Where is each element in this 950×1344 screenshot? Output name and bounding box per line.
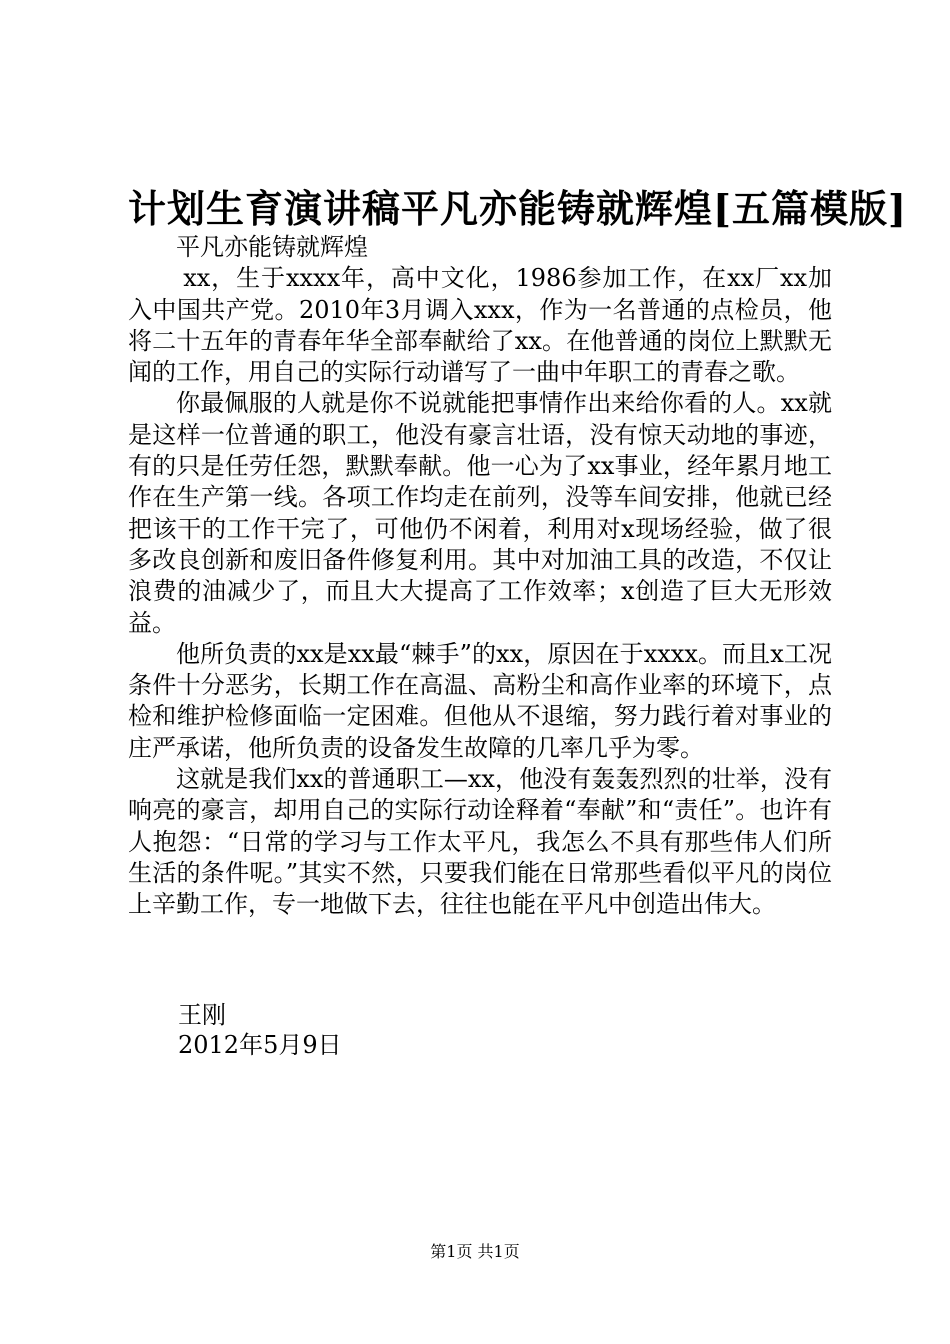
document-title: 计划生育演讲稿平凡亦能铸就辉煌[五篇模版] — [128, 186, 907, 231]
document-date: 2012年5月9日 — [178, 1031, 342, 1059]
author-name: 王刚 — [178, 1001, 226, 1029]
document-body — [128, 232, 832, 921]
paragraph-3: 他所负责的xx是xx最“棘手”的xx，原因在于xxxx。而且x工况条件十分恶劣，长期工作在高温、高粉尘和高作业率的环境下，点检和维护检修面临一定困难。但他从不退缩，努力践行着对事业的庄严承诺，他所负责的设备发生故障的几率几乎为零。 — [128, 639, 832, 762]
paragraph-1: xx，生于xxxx年，高中文化，1986参加工作，在xx厂xx加入中国共产党。2010年3月调入xxx，作为一名普通的点检员，他将二十五年的青春年华全部奉献给了xx。在他普通的岗位上默默无闻的工作，用自己的实际行动谱写了一曲中年职工的青春之歌。 — [128, 264, 832, 387]
page-number: 第1页 共1页 — [430, 1242, 520, 1261]
paragraph-4: 这就是我们xx的普通职工—xx，他没有轰轰烈烈的壮举，没有响亮的豪言，却用自己的实际行动诠释着“奉献”和“责任”。也许有人抱怨：“日常的学习与工作太平凡，我怎么不具有那些伟人们所生活的条件呢。”其实不然，只要我们能在日常那些看似平凡的岗位上辛勤工作，专一地做下去，往往也能在平凡中创造出伟大。 — [128, 765, 832, 919]
paragraph-2: 你最佩服的人就是你不说就能把事情作出来给你看的人。xx就是这样一位普通的职工，他没有豪言壮语，没有惊天动地的事迹，有的只是任劳任怨，默默奉献。他一心为了xx事业，经年累月地工作在生产第一线。各项工作均走在前列，没等车间安排，他就已经把该干的工作干完了，可他仍不闲着，利用对x现场经验，做了很多改良创新和废旧备件修复利用。其中对加油工具的改造，不仅让浪费的油减少了，而且大大提高了工作效率；x创造了巨大无形效益。 — [128, 389, 832, 637]
subtitle: 平凡亦能铸就辉煌 — [176, 233, 368, 261]
